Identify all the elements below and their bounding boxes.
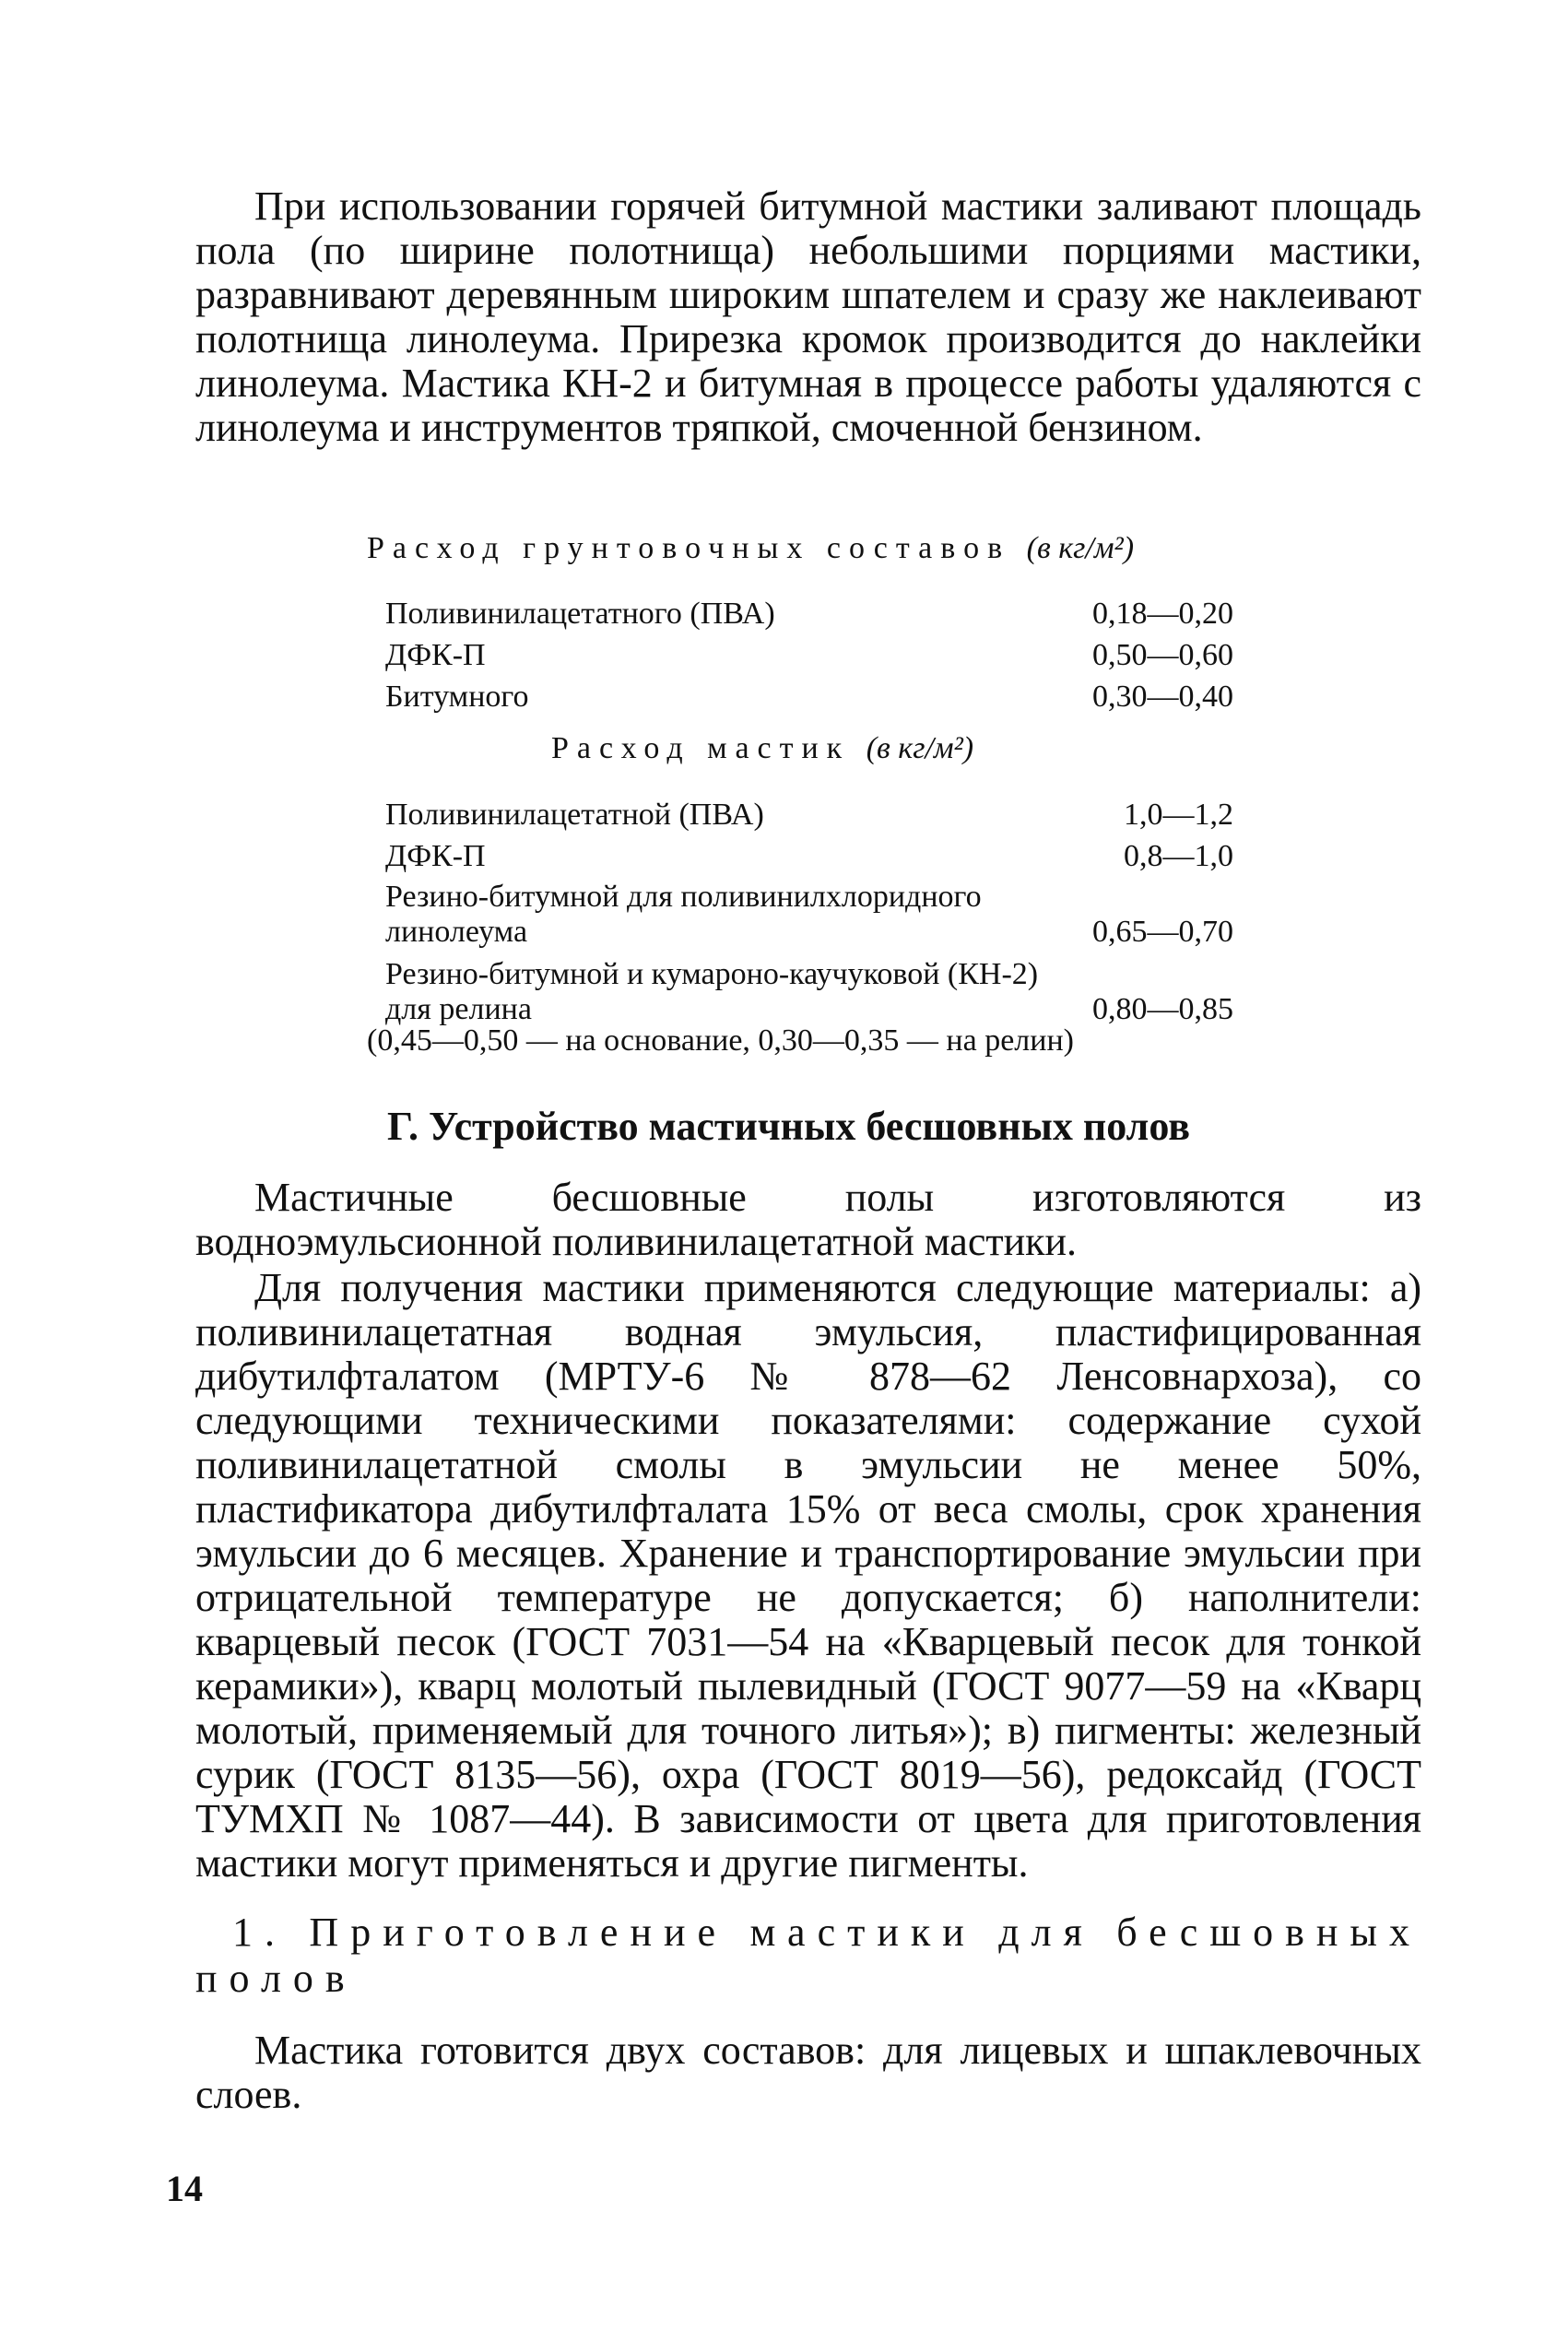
- table-row: [385, 590, 1233, 632]
- mastics-table-heading: [551, 731, 973, 766]
- primer-name: Поливинилацетатного (ПВА): [385, 597, 775, 631]
- mastic-name: ДФК-П: [385, 839, 486, 873]
- primer-value: 0,18—0,20: [1092, 597, 1233, 631]
- mastic-name: Резино-битумной для поливинилхлоридного линолеума: [385, 880, 982, 949]
- mastic-value: 0,8—1,0: [1124, 839, 1233, 873]
- mastic-value: 1,0—1,2: [1124, 798, 1233, 832]
- paragraph-materials: Для получения мастики применяются следующие материалы: а) поливинилацетатная водная эмульсия, пластифицированная дибутилфталатом (МРТУ-6 № 878—62 Ленсовнархоза), со следующими техническими показателями: содержание сухой поливинилацетатной смолы в эмульсии не менее 50%, пластификатора дибутилфталата 15% от веса смолы, срок хранения эмульсии до 6 месяцев. Хранение и транспортирование эмульсии при отрицательной температуре не допускается; б) наполнители: кварцевый песок (ГОСТ 7031—54 на «Кварцевый песок для тонкой керамики»), кварц молотый пылевидный (ГОСТ 9077—59 на «Кварц молотый, применяемый для точного литья»); в) пигменты: железный сурик (ГОСТ 8135—56), охра (ГОСТ 8019—56), редоксайд (ГОСТ ТУМХП № 1087—44). В зависимости от цвета для приготовления мастики могут применяться и другие пигменты.: [195, 1265, 1421, 1886]
- paragraph-two-compositions: Мастика готовится двух составов: для лицевых и шпаклевочных слоев.: [195, 2028, 1421, 2117]
- table-row: [385, 791, 1233, 833]
- primer-value: 0,30—0,40: [1092, 680, 1233, 714]
- mastic-value: 0,65—0,70: [1092, 915, 1233, 949]
- table-row: [385, 957, 1233, 1027]
- mastics-table-note: (0,45—0,50 — на основание, 0,30—0,35 — на релин): [367, 1023, 1074, 1058]
- primer-value: 0,50—0,60: [1092, 638, 1233, 672]
- primers-table: [385, 590, 1233, 715]
- paragraph-intro: Мастичные бесшовные полы изготовляются из водноэмульсионной поливинилацетатной мастики.: [195, 1175, 1421, 1264]
- table-row: [385, 880, 1233, 950]
- primers-table-heading: [367, 531, 1134, 566]
- mastic-name: Поливинилацетатной (ПВА): [385, 798, 764, 832]
- page-number: 14: [166, 2168, 203, 2209]
- primers-heading-text: Расход грунтовочных составов: [367, 531, 1011, 565]
- primer-name: ДФК-П: [385, 638, 486, 672]
- table-row: [385, 833, 1233, 874]
- mastic-value: 0,80—0,85: [1092, 992, 1233, 1026]
- paragraph-hot-bitumen: При использовании горячей битумной мастики заливают площадь пола (по ширине полотнища) небольшими порциями мастики, разравнивают деревянным широким шпателем и сразу же наклеивают полотнища линолеума. Прирезка кромок производится до наклейки линолеума. Мастика КН-2 и битумная в процессе работы удаляются с линолеума и инструментов тряпкой, смоченной бензином.: [195, 183, 1421, 450]
- primer-name: Битумного: [385, 680, 529, 714]
- table-row: [385, 632, 1233, 673]
- table-row: [385, 673, 1233, 715]
- mastic-name: Резино-битумной и кумароно-каучуковой (КН-2) для релина: [385, 957, 1039, 1026]
- mastics-heading-unit: (в кг/м²): [866, 731, 974, 765]
- section-title: Г. Устройство мастичных бесшовных полов: [387, 1104, 1191, 1149]
- subsection-title: 1. Приготовление мастики для бесшовных полов: [195, 1910, 1421, 2001]
- mastics-table: [385, 791, 1233, 1027]
- primers-heading-unit: (в кг/м²): [1026, 531, 1135, 565]
- mastics-heading-text: Расход мастик: [551, 731, 851, 765]
